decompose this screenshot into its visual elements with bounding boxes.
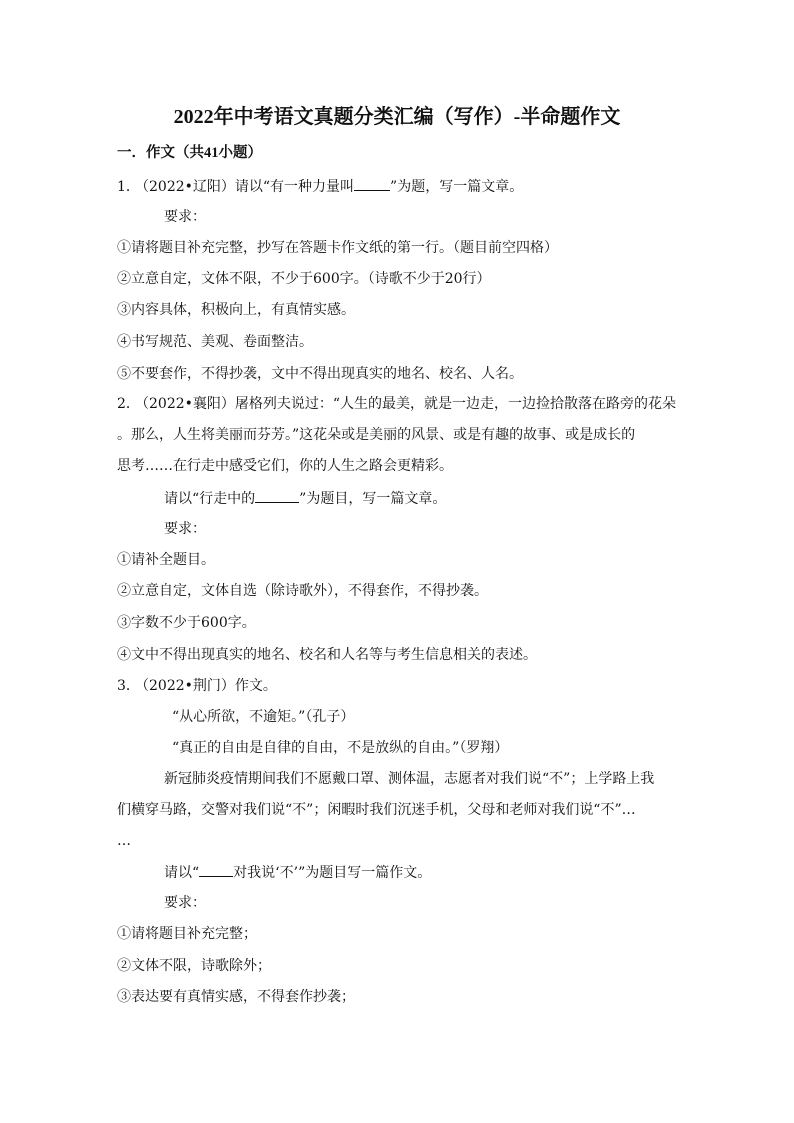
question-text-line: 新冠肺炎疫情期间我们不愿戴口罩、测体温，志愿者对我们说“不”；上学路上我 <box>164 771 655 787</box>
requirement-item: ②立意自定，文体自选（除诗歌外），不得套作，不得抄袭。 <box>117 583 488 599</box>
requirement-item: ④文中不得出现真实的地名、校名和人名等与考生信息相关的表述。 <box>117 647 537 663</box>
question-text-line: … <box>117 833 131 849</box>
requirement-label: 要求： <box>164 521 206 537</box>
requirement-item: ⑤不要套作，不得抄袭，文中不得出现真实的地名、校名、人名。 <box>117 366 523 382</box>
requirement-item: ①请将题目补充完整，抄写在答题卡作文纸的第一行。（题目前空四格） <box>117 240 558 256</box>
section-heading: 一．作文（共41小题） <box>117 145 262 161</box>
requirement-item: ③内容具体，积极向上，有真情实感。 <box>117 302 355 318</box>
question-number: 2． <box>117 396 140 412</box>
title-blank <box>199 862 233 877</box>
question-number: 3． <box>117 678 140 694</box>
requirement-item: ②文体不限，诗歌除外； <box>117 958 271 974</box>
title-blank <box>255 488 299 503</box>
quote: “真正的自由是自律的自由，不是放纵的自由。”（罗翔） <box>172 740 509 756</box>
page-title: 2022年中考语文真题分类汇编（写作）-半命题作文 <box>173 106 621 128</box>
question-number: 1． <box>117 179 140 195</box>
requirement-label: 要求： <box>164 895 206 911</box>
question-2-intro: 2．（2022•襄阳）屠格列夫说过：“人生的最美，就是一边走，一边捡拾散落在路旁的花朵 <box>117 396 677 412</box>
question-prompt: 请以“ 对我说‘不’”为题目写一篇作文。 <box>164 862 431 883</box>
requirement-item: ①请将题目补充完整； <box>117 926 257 942</box>
requirement-item: ③表达要有真情实感，不得套作抄袭； <box>117 989 355 1005</box>
question-prompt: 请以“行走中的 ”为题目，写一篇文章。 <box>164 488 446 509</box>
requirement-label: 要求： <box>164 209 206 225</box>
question-text-line: 思考……在行走中感受它们，你的人生之路会更精彩。 <box>117 458 453 474</box>
requirement-item: ④书写规范、美观、卷面整洁。 <box>117 334 313 350</box>
question-3-intro: 3．（2022•荆门）作文。 <box>117 678 277 694</box>
question-1-intro: 1．（2022•辽阳）请以“有一种力量叫 ”为题，写一篇文章。 <box>117 176 523 197</box>
quote: “从心所欲，不逾矩。”（孔子） <box>172 709 355 725</box>
title-blank <box>354 176 390 191</box>
requirement-item: ②立意自定，文体不限，不少于600字。（诗歌不少于20行） <box>117 271 491 287</box>
question-text-line: 。那么，人生将美丽而芬芳。”这花朵或是美丽的风景、或是有趣的故事、或是成长的 <box>117 427 636 443</box>
requirement-item: ①请补全题目。 <box>117 552 215 568</box>
question-text-line: 们横穿马路，交警对我们说“不”；闲暇时我们沉迷手机，父母和老师对我们说“不”… <box>117 802 636 818</box>
requirement-item: ③字数不少于600字。 <box>117 615 256 631</box>
